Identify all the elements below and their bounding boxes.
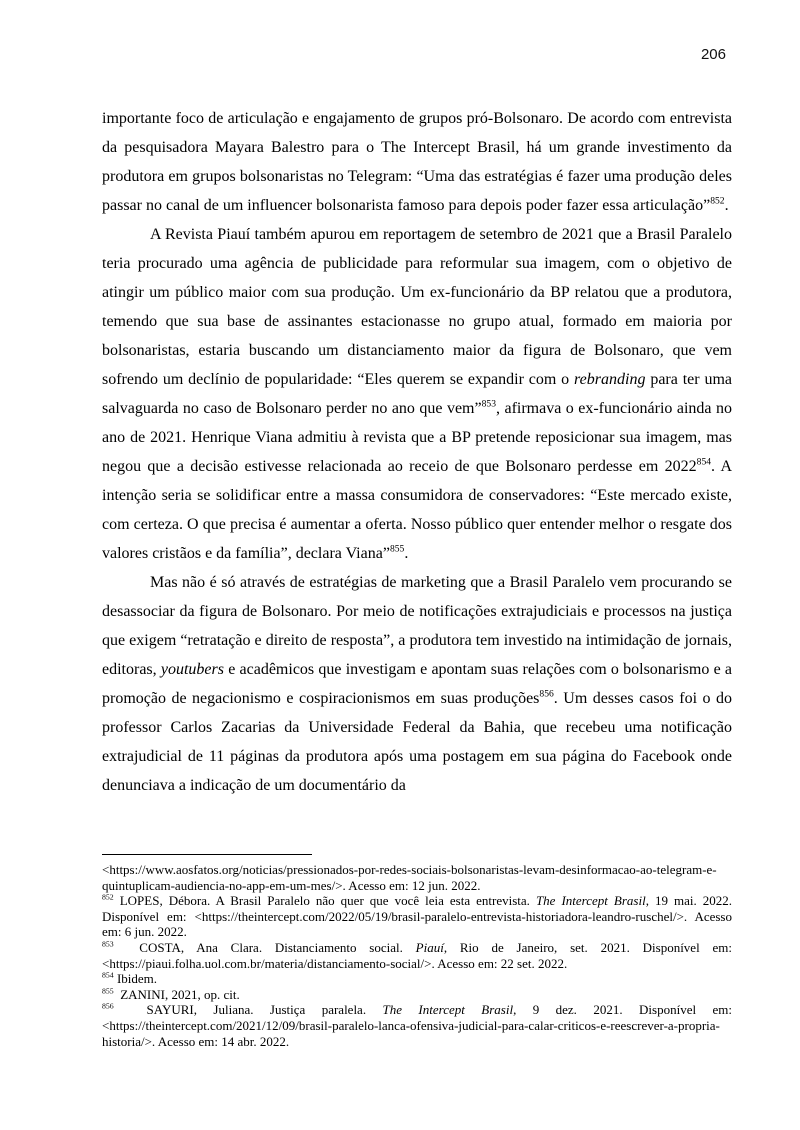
- footnote-separator: [102, 854, 312, 855]
- footnote-853: $^{853}$ COSTA, Ana Clara. Distanciamento social. Piauí, Rio de Janeiro, set. 2021. Disponível em: <https://piaui.folha.uol.com.br/materia/distanciamento-social/>. Acesso em: 22 set. 2022.: [102, 939, 732, 971]
- footnote-855: $^{855}$ ZANINI, 2021, op. cit.: [102, 986, 240, 1002]
- body-paragraph-1: importante foco de articulação e engajamento de grupos pró-Bolsonaro. De acordo com entrevista da pesquisadora Mayara Balestro para o The Intercept Brasil, há um grande investimento da produtora em grupos bolsonaristas no Telegram: “Uma das estratégias é fazer uma produção deles passar no canal de um influencer bolsonarista famoso para depois poder fazer essa articulação”$^{852}$.: [102, 110, 732, 214]
- body-paragraph-3: Mas não é só através de estratégias de marketing que a Brasil Paralelo vem procurando se desassociar da figura de Bolsonaro. Por meio de notificações extrajudiciais e processos na justiça que exigem “retratação e direito de resposta”, a produtora tem investido na intimidação de jornais, editoras, youtubers e acadêmicos que investigam e apontam suas relações com o bolsonarismo e a promoção de negacionismo e cospiracionismos em suas produções$^{856}$. Um desses casos foi o do professor Carlos Zacarias da Universidade Federal da Bahia, que recebeu uma notificação extrajudicial de 11 páginas da produtora após uma postagem em sua página do Facebook onde denunciava a indicação de um documentário da: [102, 574, 732, 794]
- body-text: [102, 104, 732, 800]
- footnote-856: $^{856}$ SAYURI, Juliana. Justiça paralela. The Intercept Brasil, 9 dez. 2021. Disponível em: <https://theintercept.com/2021/12/09/brasil-paralelo-lanca-ofensiva-judicial-para-calar-criticos-e-reescrever-a-propria-historia/>. Acesso em: 14 abr. 2022.: [102, 1002, 732, 1049]
- footnotes-section: [102, 846, 732, 1049]
- footnote-continuation: <https://www.aosfatos.org/noticias/pressionados-por-redes-sociais-bolsonaristas-levam-desinformacao-ao-telegram-e-quintuplicam-audiencia-no-app-em-um-mes/>. Acesso em: 12 jun. 2022.: [102, 862, 717, 893]
- footnote-852: $^{852}$ LOPES, Débora. A Brasil Paralelo não quer que você leia esta entrevista. The Intercept Brasil, 19 mai. 2022. Disponível em: <https://theintercept.com/2022/05/19/brasil-paralelo-entrevista-historiadora-leandro-ruschel/>. Acesso em: 6 jun. 2022.: [102, 892, 732, 940]
- page-number: 206: [700, 46, 726, 63]
- body-paragraph-2: A Revista Piauí também apurou em reportagem de setembro de 2021 que a Brasil Paralelo teria procurado uma agência de publicidade para reformular sua imagem, com o objetivo de atingir um público maior com sua produção. Um ex-funcionário da BP relatou que a produtora, temendo que sua base de assinantes estacionasse no grupo atual, formado em maioria por bolsonaristas, estaria buscando um distanciamento maior da figura de Bolsonaro, que vem sofrendo um declínio de popularidade: “Eles querem se expandir com o rebranding para ter uma salvaguarda no caso de Bolsonaro perder no ano que vem”$^{853}$, afirmava o ex-funcionário ainda no ano de 2021. Henrique Viana admitiu à revista que a BP pretende reposicionar sua imagem, mas negou que a decisão estivesse relacionada ao receio de que Bolsonaro perdesse em 2022$^{854}$. A intenção seria se solidificar entre a massa consumidora de conservadores: “Este mercado existe, com certeza. O que precisa é aumentar a oferta. Nosso público quer entender melhor o resgate dos valores cristãos e da família”, declara Viana”$^{855}$.: [102, 226, 733, 562]
- footnote-854: $^{854}$ Ibidem.: [102, 970, 158, 987]
